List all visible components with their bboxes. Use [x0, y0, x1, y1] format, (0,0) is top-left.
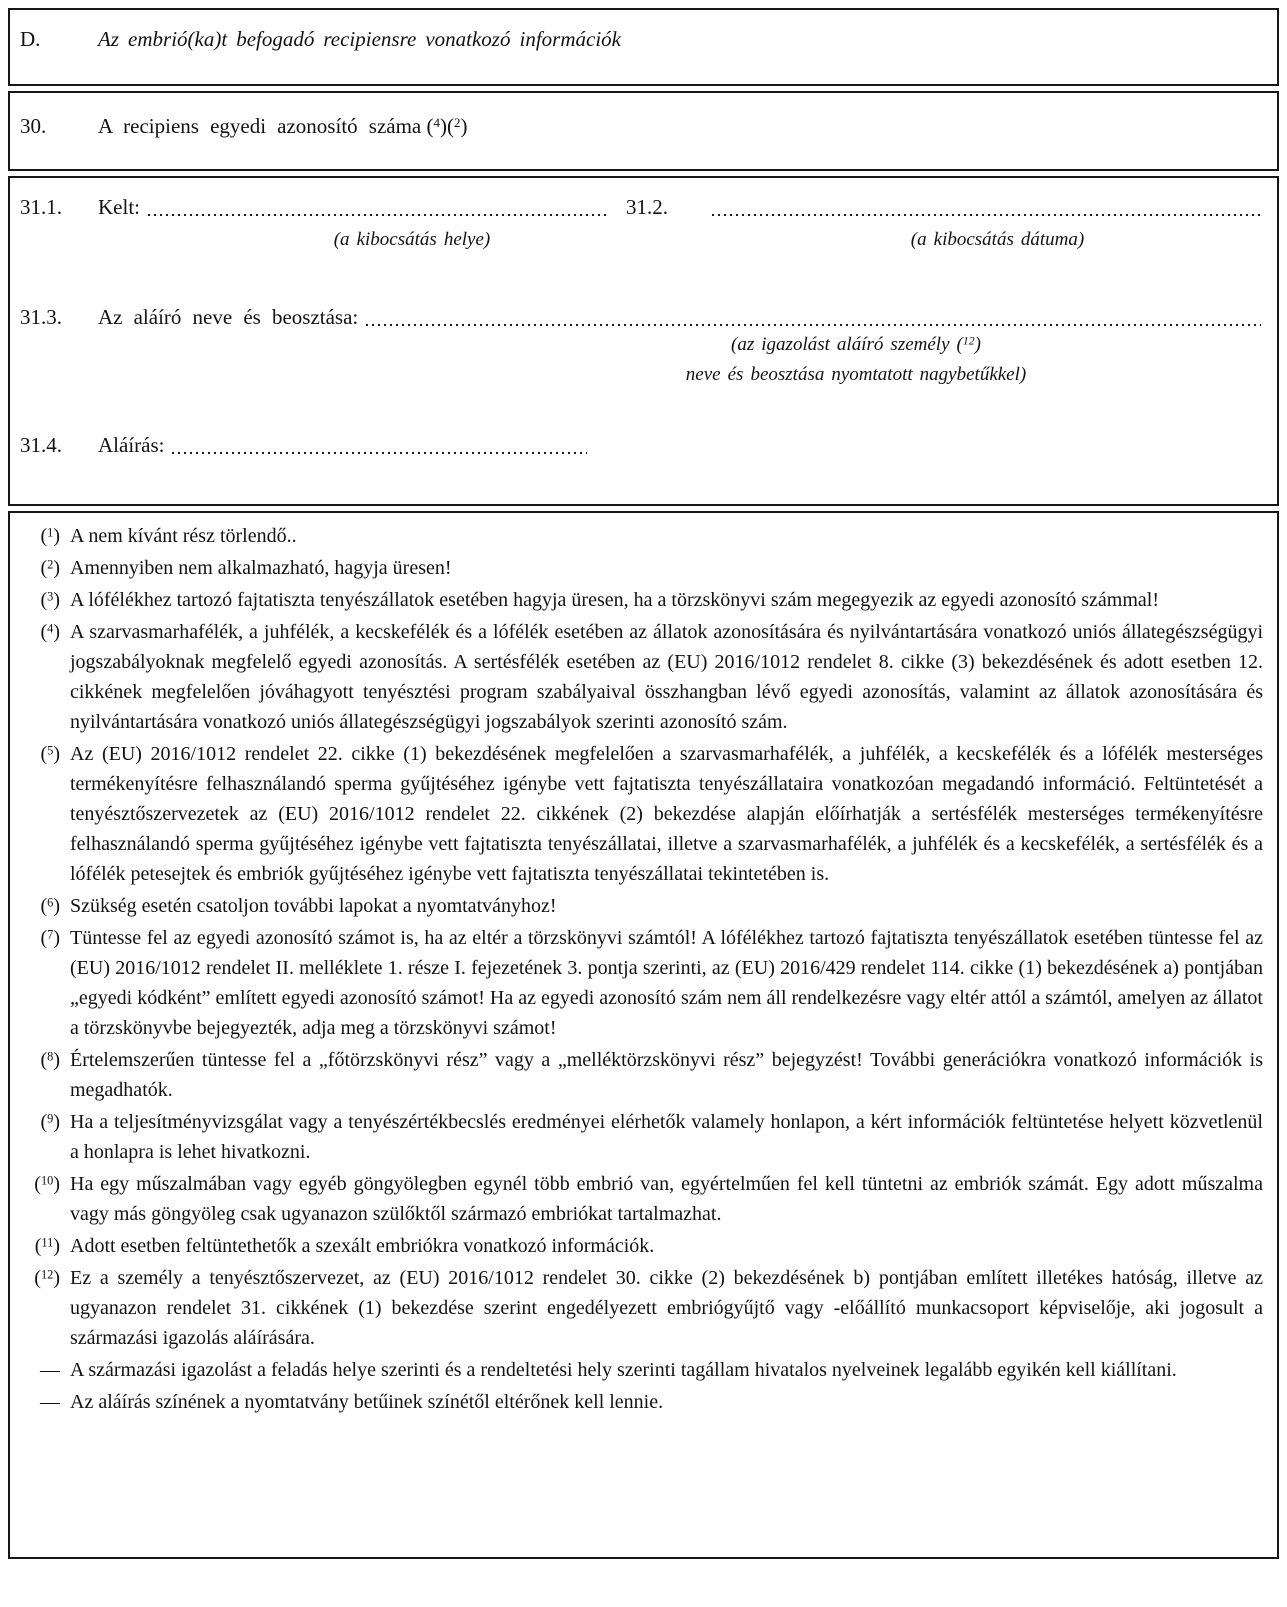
item-30-number: 30.	[20, 114, 47, 138]
item-31-3-label: Az aláíró neve és beosztása:	[98, 305, 359, 329]
footnote-text: A lófélékhez tartozó fajtatiszta tenyészállatok esetében hagyja üresen, ha a törzskönyvi szám megegyezik az egyedi azonosító számmal!	[70, 589, 1159, 611]
item-30-label: A recipiens egyedi azonosító száma	[98, 114, 422, 138]
footnote-item	[22, 521, 1263, 551]
section-d-box	[8, 8, 1279, 86]
section-d-number: D.	[20, 27, 41, 51]
item-30-row	[10, 111, 1277, 141]
footnote-item	[22, 585, 1263, 615]
footnotes-box	[8, 511, 1279, 1559]
footnote-marker: ($^8$)	[40, 1049, 60, 1071]
dash-marker: —	[40, 1359, 60, 1381]
footnote-item	[22, 1231, 1263, 1261]
issue-date-fill-line	[712, 196, 1261, 216]
footnote-marker: ($^2$)	[40, 557, 60, 579]
footnote-item	[22, 739, 1263, 889]
note-list	[22, 1355, 1263, 1417]
footnote-text: Ha egy műszalmában vagy egyéb göngyölegben egynél több embrió van, egyértelműen fel kell tüntetni az embriók számát. Egy adott műszalma vagy más göngyöleg csak ugyanazon szülőktől származó embriókat tartalmazhat.	[70, 1173, 1263, 1225]
section-d-title: Az embrió(ka)t befogadó recipiensre vonatkozó információk	[98, 27, 621, 51]
footnote-text: Adott esetben feltüntethetők a szexált embriókra vonatkozó információk.	[70, 1235, 655, 1257]
footnote-item	[22, 1169, 1263, 1229]
footnote-marker: ($^{12}$)	[34, 1267, 60, 1289]
item-31-1-row	[10, 192, 1265, 222]
signer-caption-line2: neve és beosztása nyomtatott nagybetűkkel)	[685, 364, 1027, 385]
footnote-item	[22, 1045, 1263, 1105]
item-31-2-number: 31.2.	[626, 195, 668, 219]
section-d-row	[10, 24, 1277, 54]
item-30-footnote-refs: ($^4$)($^2$)	[426, 114, 468, 138]
item-31-3-row	[10, 302, 1265, 332]
issue-place-fill-line	[148, 196, 608, 216]
footnote-item	[22, 1107, 1263, 1167]
item-31-box	[8, 176, 1279, 506]
footnote-marker: ($^{10}$)	[34, 1173, 60, 1195]
footnote-item	[22, 1263, 1263, 1353]
footnote-item	[22, 891, 1263, 921]
footnote-marker: ($^{11}$)	[34, 1235, 60, 1257]
item-31-4-row	[10, 430, 650, 460]
note-item	[22, 1387, 1263, 1417]
signer-caption-line1: (az igazolást aláíró személy ($^{12}$)	[731, 334, 981, 355]
footnote-text: Ez a személy a tenyésztőszervezet, az (EU) 2016/1012 rendelet 30. cikke (2) bekezdésének b) pontjában említett illetékes hatóság, illetve az ugyanazon rendelet 31. cikkének (1) bekezdése szerint engedélyezett embriógyűjtő vagy -előállító munkacsoport képviselője, aki jogosult a származási igazolás aláírására.	[70, 1267, 1263, 1349]
footnote-marker: ($^1$)	[40, 525, 60, 547]
item-31-3-number: 31.3.	[20, 305, 62, 329]
footnote-text: Szükség esetén csatoljon további lapokat a nyomtatványhoz!	[70, 895, 557, 917]
item-30-box	[8, 91, 1279, 171]
footnote-marker: ($^6$)	[40, 895, 60, 917]
footnote-text: Amennyiben nem alkalmazható, hagyja üresen!	[70, 557, 452, 579]
footnote-marker: ($^3$)	[40, 589, 60, 611]
item-31-4-label: Aláírás:	[98, 433, 165, 457]
note-item	[22, 1355, 1263, 1385]
footnote-marker: ($^4$)	[40, 621, 60, 643]
signature-fill-line	[172, 434, 587, 454]
signer-name-fill-line	[366, 306, 1261, 326]
dash-marker: —	[40, 1391, 60, 1413]
footnote-ref-12: 12	[962, 334, 975, 348]
item-31-1-label: Kelt:	[98, 195, 140, 219]
footnote-text: Tüntesse fel az egyedi azonosító számot is, ha az eltér a törzskönyvi számtól! A lófélékhez tartozó fajtatiszta tenyészállatok esetében tüntesse fel az (EU) 2016/1012 rendelet II. melléklete 1. része I. fejezetének 3. pontja szerinti, az (EU) 2016/429 rendelet 114. cikke (1) bekezdésének a) pontjában „egyedi kódként” említett egyedi azonosító számot! Ha az egyedi azonosító szám nem áll rendelkezésre vagy eltér attól a számtól, amelyen az állatot a törzskönyvbe bejegyezték, adja meg a törzskönyvi számot!	[70, 927, 1263, 1039]
signer-caption	[440, 330, 1272, 390]
footnote-item	[22, 923, 1263, 1043]
issue-date-caption: (a kibocsátás dátuma)	[910, 229, 1085, 250]
note-text: A származási igazolást a feladás helye szerinti és a rendeltetési hely szerinti tagállam hivatalos nyelveinek legalább egyikén kell kiállítani.	[70, 1359, 1177, 1381]
issue-place-caption: (a kibocsátás helye)	[333, 229, 491, 250]
footnote-text: A nem kívánt rész törlendő..	[70, 525, 297, 547]
footnote-marker: ($^7$)	[40, 927, 60, 949]
item-31-4-number: 31.4.	[20, 433, 62, 457]
footnote-text: A szarvasmarhafélék, a juhfélék, a kecskefélék és a lófélék esetében az állatok azonosítására és nyilvántartására vonatkozó uniós állategészségügyi jogszabályoknak megfelelő egyedi azonosítás. A sertésfélék esetében az (EU) 2016/1012 rendelet 8. cikke (3) bekezdésének és adott esetben 12. cikkének megfelelően jóváhagyott tenyésztési program szabályaival összhangban lévő egyedi azonosítás, valamint az állatok azonosítására és nyilvántartására vonatkozó uniós állategészségügyi jogszabályok szerinti azonosító szám.	[70, 621, 1263, 733]
item-31-1-number: 31.1.	[20, 195, 62, 219]
footnote-item	[22, 553, 1263, 583]
footnote-list	[22, 521, 1263, 1353]
note-text: Az aláírás színének a nyomtatvány betűinek színétől eltérőnek kell lennie.	[70, 1391, 664, 1413]
footnote-item	[22, 617, 1263, 737]
footnote-marker: ($^5$)	[40, 743, 60, 765]
footnote-text: Az (EU) 2016/1012 rendelet 22. cikke (1) bekezdésének megfelelően a szarvasmarhafélék, a juhfélék, a kecskefélék és a lófélék mesterséges termékenyítésre felhasználandó sperma gyűjtéséhez igénybe vett fajtatiszta tenyészállataira vonatkozóan megadandó információ. Feltüntetését a tenyésztőszervezetek az (EU) 2016/1012 rendelet 22. cikkének (2) bekezdése alapján előírhatják a sertésfélék mesterséges termékenyítésre felhasználandó sperma gyűjtéséhez igénybe vett fajtatiszta tenyészállatai, illetve a szarvasmarhafélék, a juhfélék és a kecskefélék, a sertésfélék és a lófélék petesejtek és embriók gyűjtéséhez igénybe vett fajtatiszta tenyészállatai tekintetében is.	[70, 743, 1263, 885]
footnote-marker: ($^9$)	[40, 1111, 60, 1133]
footnote-text: Ha a teljesítményvizsgálat vagy a tenyészértékbecslés eredményei elérhetők valamely honlapon, a kért információk feltüntetése helyett közvetlenül a honlapra is lehet hivatkozni.	[70, 1111, 1263, 1163]
footnote-text: Értelemszerűen tüntesse fel a „főtörzskönyvi rész” vagy a „melléktörzskönyvi rész” bejegyzést! További generációkra vonatkozó információk is megadhatók.	[70, 1049, 1263, 1101]
